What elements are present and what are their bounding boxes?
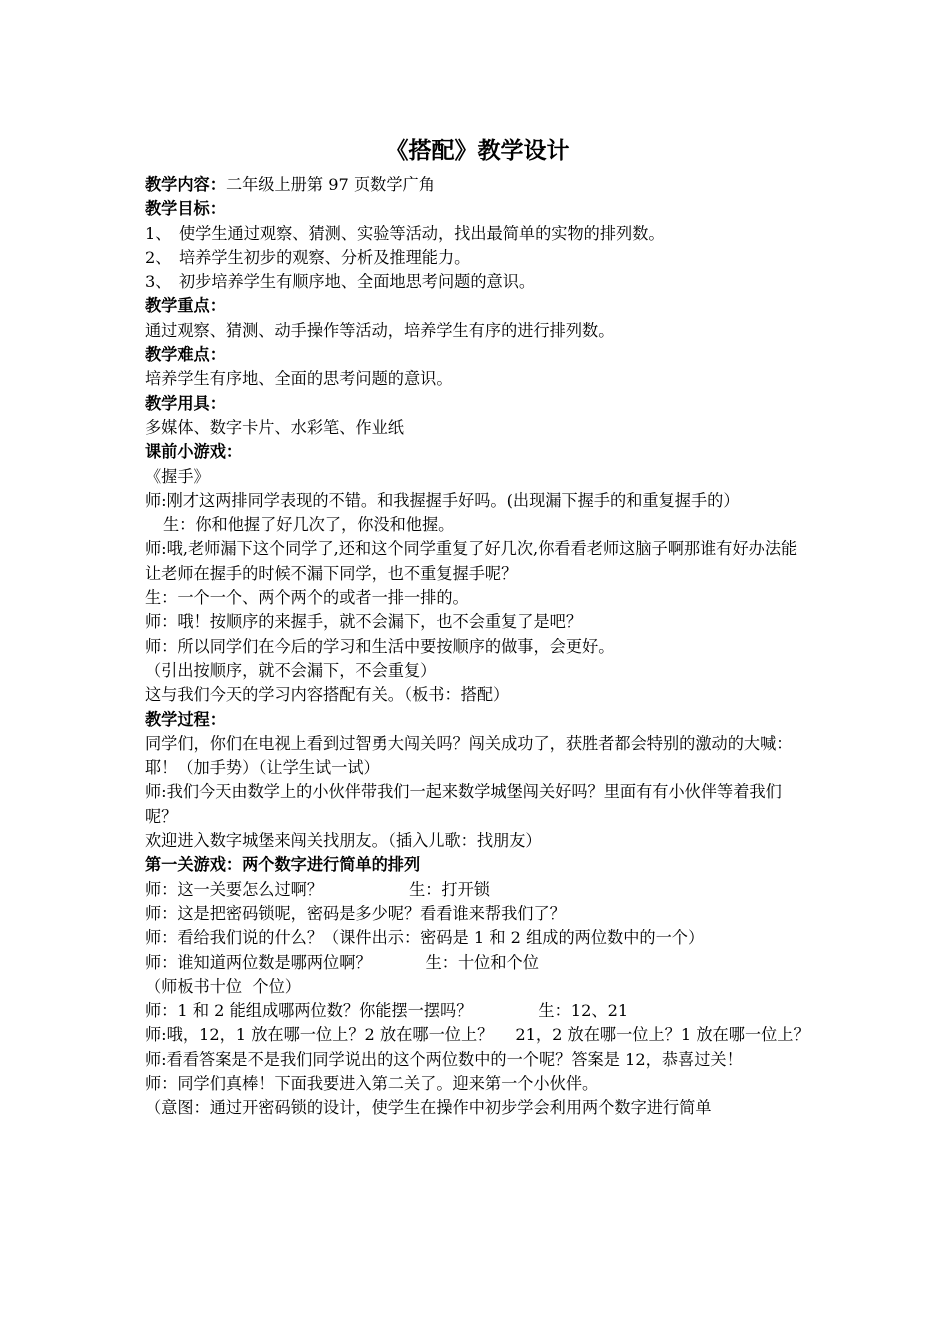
warmup-line: 生：你和他握了好几次了，你没和他握。 xyxy=(163,515,455,535)
goal-item-2 xyxy=(145,246,810,270)
warmup-line: 师：哦！按顺序的来握手，就不会漏下，也不会重复了是吧？ xyxy=(145,612,583,632)
teacher-line: 师:看看答案是不是我们同学说出的这个两位数中的一个呢？答案是 12，恭喜过关！ xyxy=(145,1049,743,1069)
warmup-line: 《握手》 xyxy=(145,466,210,486)
goals-label: 教学目标： xyxy=(145,199,226,219)
level1-line xyxy=(145,878,810,902)
level1-line xyxy=(145,951,810,975)
level1-line xyxy=(145,902,810,926)
level1-line xyxy=(145,999,810,1023)
level1-line xyxy=(145,1048,810,1072)
teacher-line: 师:哦，12，1 放在哪一位上？2 放在哪一位上？ xyxy=(145,1025,494,1045)
warmup-line: 师:刚才这两排同学表现的不错。和我握握手好吗。(出现漏下握手的和重复握手的） xyxy=(145,490,740,510)
warmup-line: 生：一个一个、两个两个的或者一排一排的。 xyxy=(145,588,469,608)
difficulty-text: 培养学生有序地、全面的思考问题的意识。 xyxy=(145,369,453,389)
warmup-line: 师：所以同学们在今后的学习和生活中要按顺序的做事，会更好。 xyxy=(145,636,615,656)
document-page xyxy=(145,133,810,1121)
warmup-line: （引出按顺序，就不会漏下，不会重复） xyxy=(145,660,437,680)
warmup-line: 这与我们今天的学习内容搭配有关。（板书：搭配） xyxy=(145,685,510,705)
key-point-label: 教学重点： xyxy=(145,296,226,316)
content-text: 二年级上册第 97 页数学广角 xyxy=(225,175,435,194)
process-label: 教学过程： xyxy=(145,709,226,729)
content-label: 教学内容： xyxy=(145,175,226,194)
goal-number: 2、 xyxy=(145,247,172,267)
warmup-line: 师:哦,老师漏下这个同学了,还和这个同学重复了好几次,你看看老师这脑子啊那谁有好办法能让老师在握手的时候不漏下同学，也不重复握手呢？ xyxy=(145,539,798,583)
difficulty-label: 教学难点： xyxy=(145,345,226,365)
goal-text: 使学生通过观察、猜测、实验等活动，找出最简单的实物的排列数。 xyxy=(179,223,665,243)
content-row xyxy=(145,173,810,197)
student-line: 生：12、21 xyxy=(538,1001,629,1021)
level1-line xyxy=(145,1096,810,1120)
level1-line xyxy=(145,1072,810,1096)
goal-item-3 xyxy=(145,270,810,294)
teacher-line: 师：1 和 2 能组成哪两位数？你能摆一摆吗？ xyxy=(145,1001,473,1021)
goal-item-1 xyxy=(145,222,810,246)
level1-label: 第一关游戏：两个数字进行简单的排列 xyxy=(145,855,421,875)
teacher-line: 师：谁知道两位数是哪两位啊？ xyxy=(145,952,372,972)
tools-label: 教学用具： xyxy=(145,393,226,413)
goal-text: 培养学生初步的观察、分析及推理能力。 xyxy=(179,247,471,267)
process-line: 同学们，你们在电视上看到过智勇大闯关吗？闯关成功了，获胜者都会特别的激动的大喊：耶！（加手势）（让学生试一试） xyxy=(145,733,793,778)
teacher-line: 师：同学们真棒！下面我要进入第二关了。迎来第一个小伙伴。 xyxy=(145,1073,599,1093)
key-point-text: 通过观察、猜测、动手操作等活动，培养学生有序的进行排列数。 xyxy=(145,320,615,340)
student-line: 生：打开锁 xyxy=(409,879,490,899)
document-title: 《搭配》教学设计 xyxy=(385,137,570,164)
level1-line xyxy=(145,1023,810,1047)
process-line: 欢迎进入数字城堡来闯关找朋友。（插入儿歌：找朋友） xyxy=(145,831,542,851)
teacher-line: 师：这一关要怎么过啊？ xyxy=(145,879,324,899)
teacher-line: 师：这是把密码锁呢，密码是多少呢？看看谁来帮我们了？ xyxy=(145,903,566,923)
tools-text: 多媒体、数字卡片、水彩笔、作业纸 xyxy=(145,417,404,437)
level1-line xyxy=(145,975,810,999)
level1-line xyxy=(145,926,810,950)
teacher-line: 师：看给我们说的什么？（课件出示：密码是 1 和 2 组成的两位数中的一个） xyxy=(145,928,705,948)
warmup-label: 课前小游戏： xyxy=(145,442,243,462)
teacher-line-continued: 21，2 放在哪一位上？1 放在哪一位上？ xyxy=(515,1025,810,1045)
process-line: 师:我们今天由数学上的小伙伴带我们一起来数学城堡闯关好吗？里面有有小伙伴等着我们呢？ xyxy=(145,782,782,826)
goal-number: 3、 xyxy=(145,272,172,292)
board-note: （师板书十位 个位） xyxy=(145,976,301,996)
goal-number: 1、 xyxy=(145,223,172,243)
student-line: 生：十位和个位 xyxy=(425,952,539,972)
goal-text: 初步培养学生有顺序地、全面地思考问题的意识。 xyxy=(179,272,536,292)
intent-note: （意图：通过开密码锁的设计，使学生在操作中初步学会利用两个数字进行简单 xyxy=(145,1098,712,1118)
